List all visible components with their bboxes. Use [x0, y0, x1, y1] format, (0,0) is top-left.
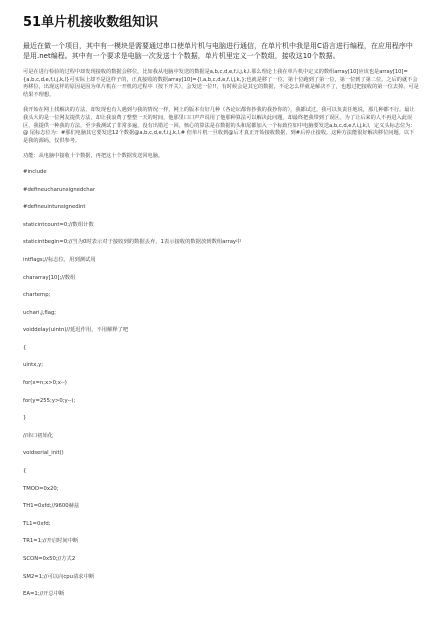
code-line: #include [23, 168, 47, 175]
code-line: SCON=0x50;//方式2 [23, 556, 76, 562]
code-line: SM2=1;//可以向cpu请求中断 [23, 573, 95, 580]
code-line: voiddelay(uintn)//延迟作用，不用解释了吧 [23, 327, 129, 334]
code-line: TL1=0xfd; [23, 520, 51, 527]
body-paragraph: 我开始在网上找解决的方法，却发现也有人遇到与我的情况一样，网上的版本有好几种（各论坛都你抄我的我抄你的），我都试过，我可以负责任地说，那几种都不行。最让我头大的是一位网友提供方法，却让我浪费了整整一天的时间，他那里口口声声说用了他那种算法可以解决此问题，却最终把我带到了误区。为了让后来的人不再进入此误区，我提供一种我的方法，至少我测试了非常多遍，没有出错过一回。核心的算法是在数据的头和尾都加入一个标致位如中电脑要发送a,b,c,d,e,f,i,j,k,l，定义头标志位为：@ 尾标志位为：#那们电脑其它要发送12个数据@a,b,c,d,e,f,i,j,k,l,# 但单片机一旦收到@后才真正开始接收数据，到#后停止接收。这种方法能很好解决移位问题。以下是我的源码，仅供参考。 [23, 107, 416, 144]
function-description: 功能：从电脑中接收十个数据，再把这十个数据发送回电脑。 [23, 153, 164, 160]
code-line: TMOD=0x20; [23, 485, 59, 492]
code-line: TR1=1;//开启时间中断 [23, 538, 79, 545]
code-line: { [23, 468, 27, 475]
code-line: for(x=n;x>0;x--) [23, 380, 67, 387]
code-line: chartemp; [23, 292, 51, 299]
body-paragraph: 可是在进行检验的过程中却发现接收的数据会移位，比如我从电脑中发送的数据是a,b,c,d,e,f,i,j,k,l.那么理论上我在单片机中定义的数组array[10]应该也是array[10]={a,b,c,d,e,f,i,j,k,l}可实际上却不是这样子的，正真接收的数据array[10]={l,a,b,c,d,e,f,i,j,k,};也就是移了一位，第十位跑到了第一位，第一位到了第二位。之后的就不会再移位，出现这样的原因是因为单片机在一开机的过程中（按下开关），会发送一位!!，有时候会是其它的数据，不论怎么样就是解决不了，也想过把接收的第一位去掉，可是结果不理想。 [23, 69, 419, 98]
code-line: //串口初始化 [23, 432, 54, 439]
document-page [23, 14, 419, 598]
code-line: } [23, 415, 27, 422]
intro-paragraph: 最近在做一个项目，其中有一模块是需要通过串口使单片机与电脑进行通信，在单片机中我是用C语言进行编程，在应用程序中是用.net编程。其中有一个要求是电脑一次发送十个数据，单片机里定义一个数组，接收这10个数据。 [23, 42, 413, 60]
code-line: intflags;//标志位，用到测试用 [23, 256, 96, 263]
code-line: staticintbegin=0;//当为0时表示对于接收到的数据丢弃，1表示接收的数据放到数组array中 [23, 239, 242, 246]
code-line: staticintcount=0;//数组计数 [23, 221, 94, 228]
code-line: chararray[10];//数组 [23, 274, 76, 281]
document-title: 51单片机接收数组知识 [23, 15, 159, 30]
code-line: voidserial_init() [23, 450, 64, 457]
code-line: uintx,y; [23, 362, 44, 369]
code-line: for(y=255;y>0;y--); [23, 397, 76, 404]
code-line: TH1=0xfd;//9600赫兹 [23, 503, 80, 510]
code-line: { [23, 344, 27, 351]
code-block [23, 169, 419, 598]
code-line: #defineuintunsignedint [23, 204, 86, 211]
code-line: uchari,j,flag; [23, 309, 57, 316]
code-line: EA=1;//开总中断 [23, 591, 65, 598]
code-line: #defineucharunsignedchar [23, 186, 96, 193]
